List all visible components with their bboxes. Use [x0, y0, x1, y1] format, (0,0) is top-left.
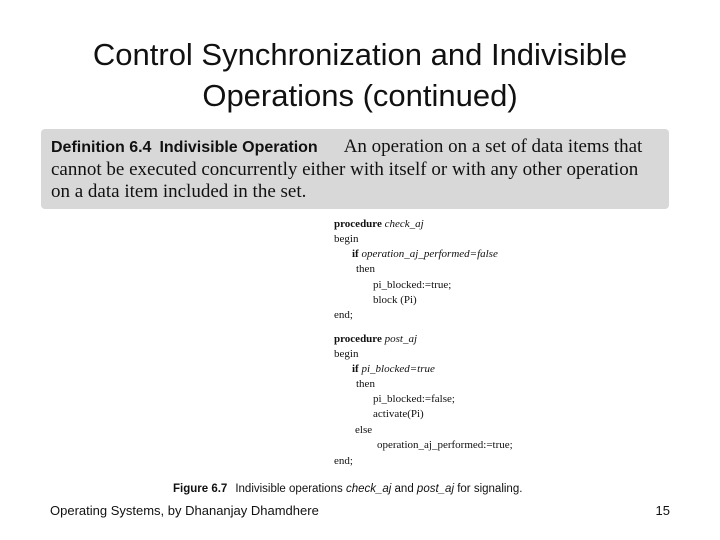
definition-box — [41, 129, 669, 209]
figure-label: Figure 6.7 — [173, 483, 228, 495]
footer-credit: Operating Systems, by Dhananjay Dhamdhere — [50, 503, 319, 518]
procedure-name: post_aj — [384, 333, 418, 345]
code-line: procedure post_aj — [334, 333, 418, 345]
code-line: else — [355, 424, 373, 436]
code-line: then — [356, 378, 375, 390]
code-line: procedure check_aj — [334, 218, 424, 230]
definition-label: Definition 6.4 — [51, 139, 152, 156]
code-line: end; — [334, 309, 353, 321]
definition-line-3: on a data item included in the set. — [51, 181, 307, 202]
procedure-name: check_aj — [384, 218, 424, 230]
page-number: 15 — [655, 503, 670, 518]
definition-text-1: An operation on a set of data items that — [343, 136, 643, 157]
code-line: pi_blocked:=false; — [373, 393, 455, 405]
definition-name: Indivisible Operation — [159, 139, 318, 156]
code-line: activate(Pi) — [373, 408, 424, 420]
code-line: end; — [334, 455, 353, 467]
code-line: begin — [334, 348, 359, 360]
title-line-2: Operations (continued) — [202, 78, 518, 113]
title-line-1: Control Synchronization and Indivisible — [92, 37, 628, 72]
slide-title — [0, 34, 720, 116]
code-line: begin — [334, 233, 359, 245]
figure-caption: Figure 6.7 Indivisible operations check_aj and post_aj for signaling. — [173, 483, 523, 495]
code-line: block (Pi) — [373, 294, 417, 306]
code-line: then — [356, 263, 375, 275]
definition-line-2: cannot be executed concurrently either with itself or with any other operation — [51, 159, 639, 180]
code-line: if operation_aj_performed=false — [352, 248, 498, 260]
definition-line-1 — [51, 136, 642, 158]
definition-heading — [51, 139, 318, 156]
code-line: if pi_blocked=true — [352, 363, 435, 375]
code-line: pi_blocked:=true; — [373, 279, 452, 291]
code-line: operation_aj_performed:=true; — [377, 439, 513, 451]
